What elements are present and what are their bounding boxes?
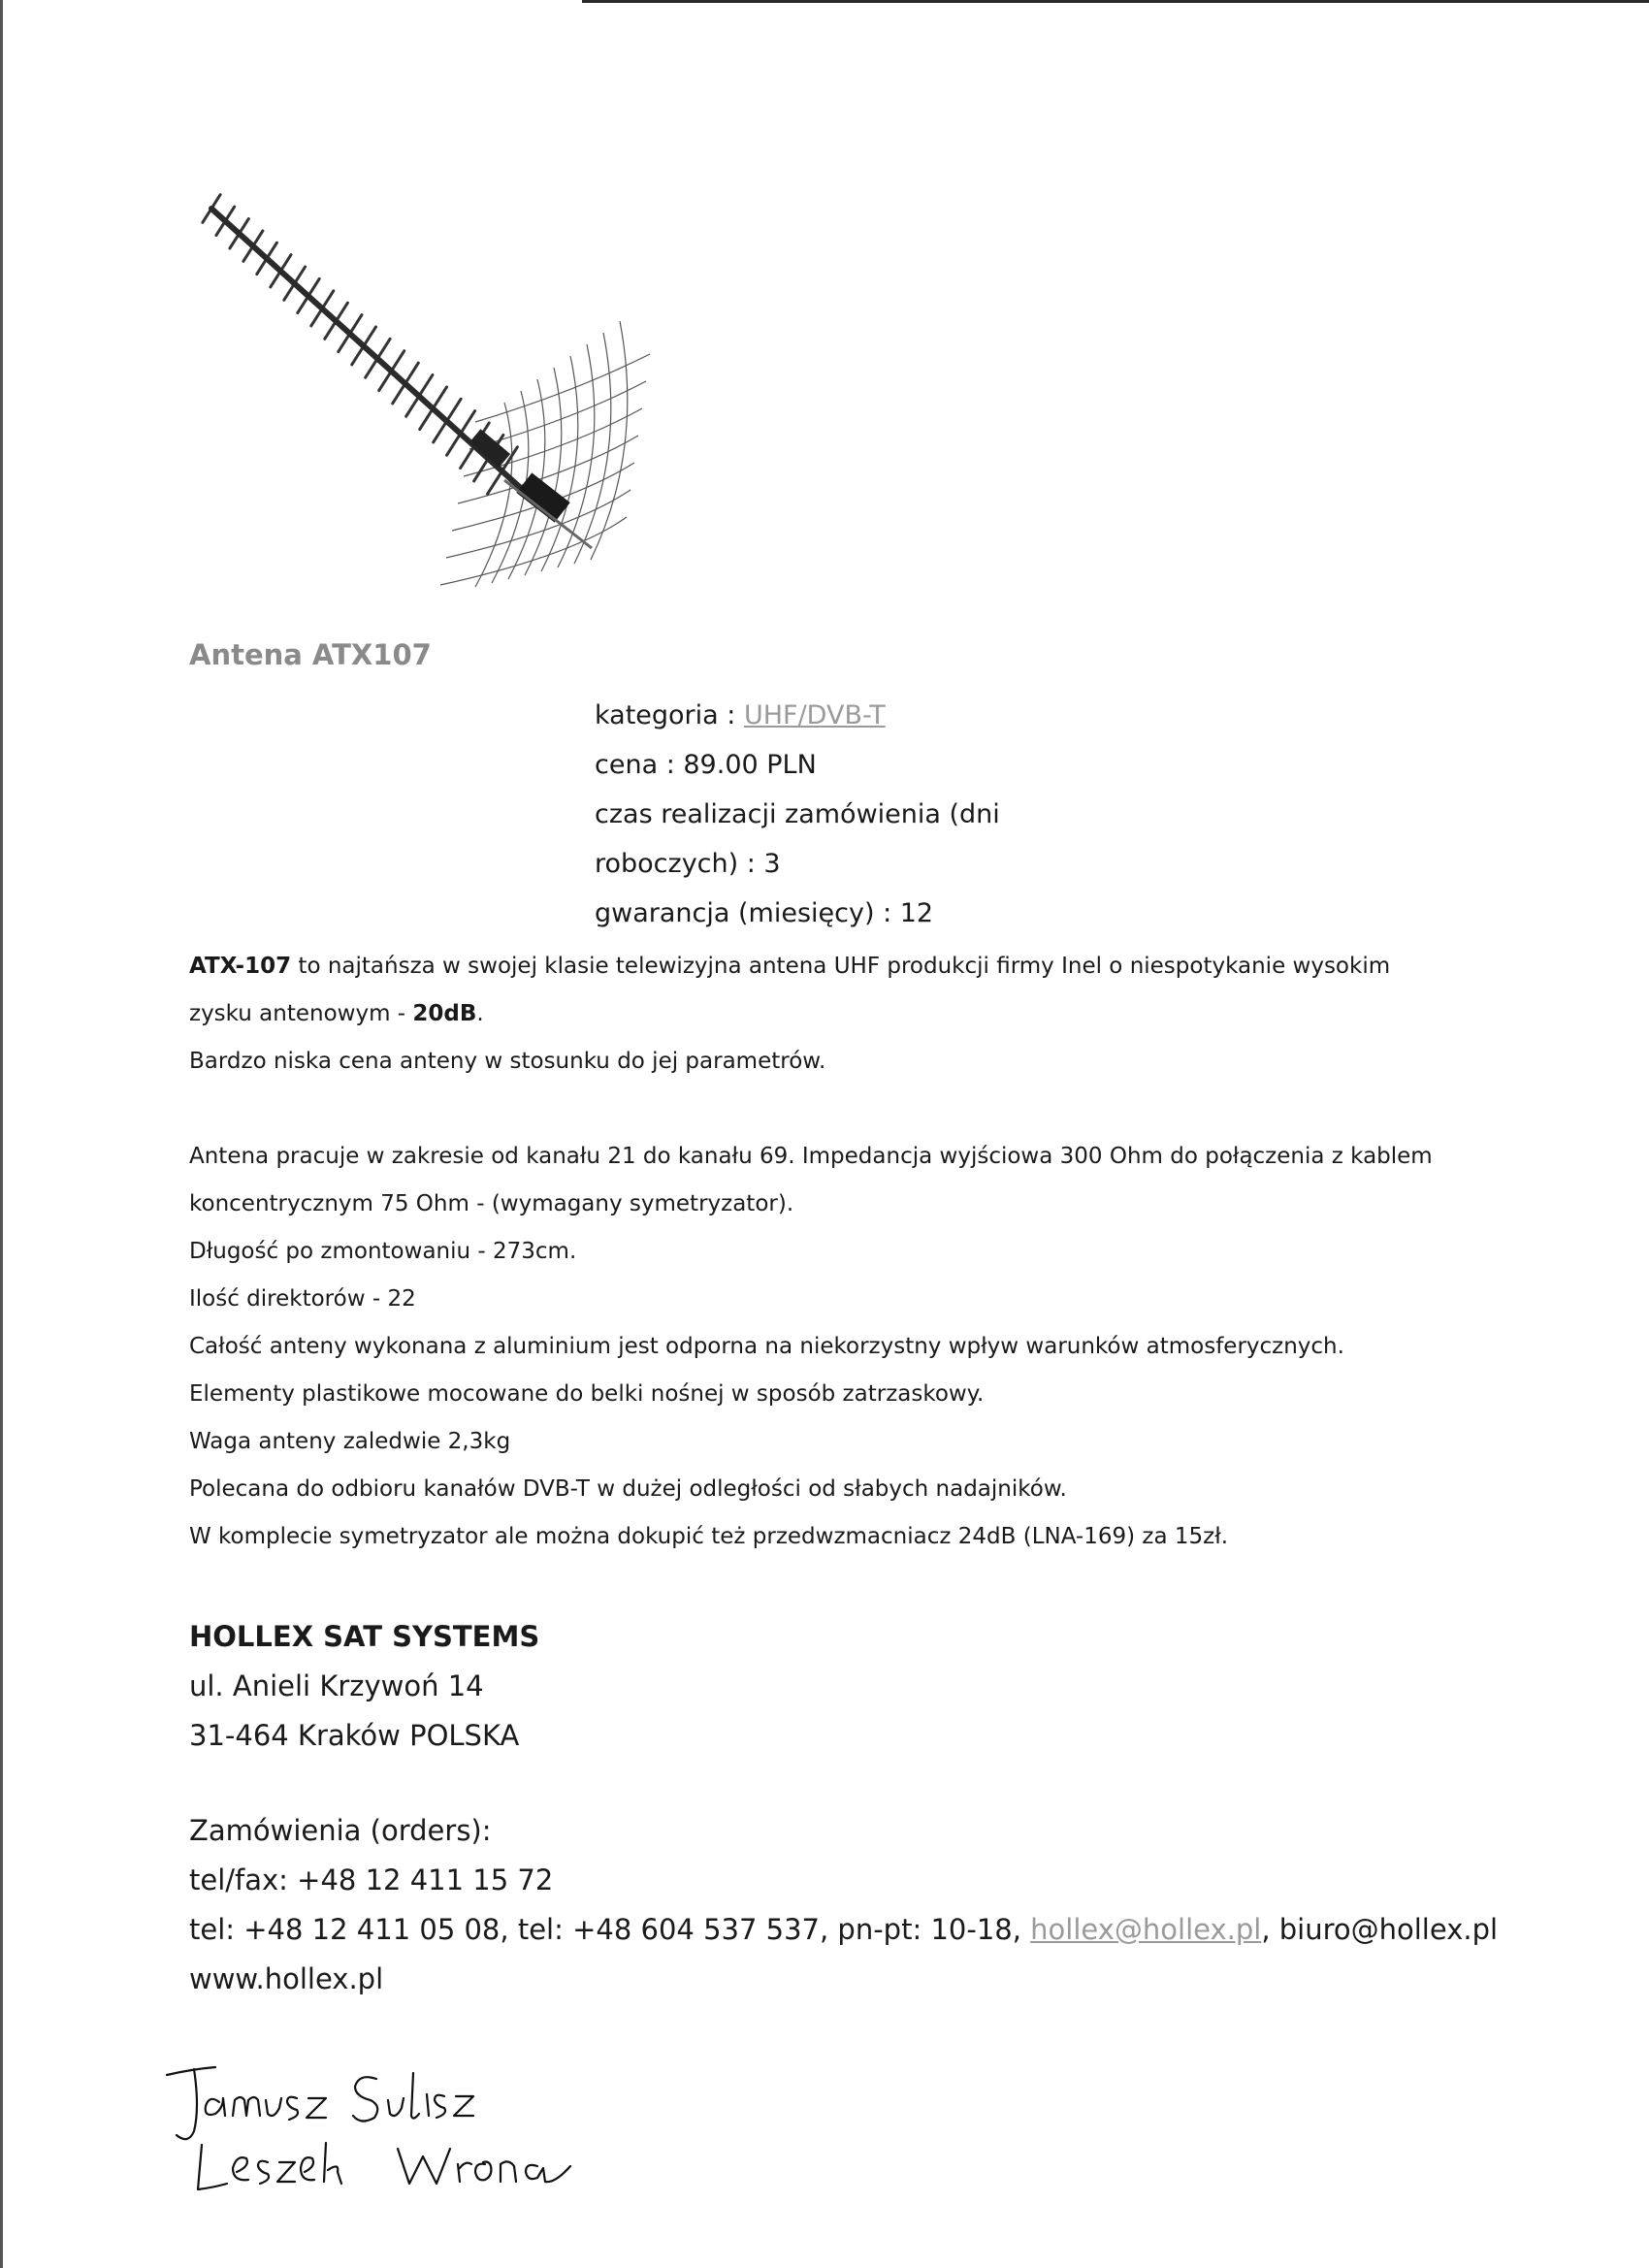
company-address	[189, 1612, 539, 1761]
company-street: ul. Anieli Krzywoń 14	[189, 1669, 484, 1702]
desc-line: Długość po zmontowaniu - 273cm.	[189, 1239, 577, 1264]
category-link[interactable]: UHF/DVB-T	[743, 700, 886, 730]
spec-lead-time: czas realizacji zamówienia (dni	[595, 799, 1000, 829]
desc-line: zysku antenowym - 20dB.	[189, 1001, 484, 1026]
company-name: HOLLEX SAT SYSTEMS	[189, 1620, 540, 1653]
scan-edge-left	[0, 0, 3, 2268]
website: www.hollex.pl	[189, 1962, 384, 1995]
company-city: 31-464 Kraków POLSKA	[189, 1719, 520, 1752]
spec-price: cena : 89.00 PLN	[595, 750, 817, 780]
paragraph-gap	[189, 1085, 1450, 1133]
product-specs	[595, 691, 1099, 938]
orders-heading: Zamówienia (orders):	[189, 1814, 492, 1847]
desc-line: Antena pracuje w zakresie od kanału 21 do kanału 69. Impedancja wyjściowa 300 Ohm do połączenia z kablem	[189, 1144, 1433, 1169]
desc-line: W komplecie symetryzator ale można dokupić też przedwzmacniacz 24dB (LNA-169) za 15zł.	[189, 1524, 1229, 1549]
product-title: Antena ATX107	[189, 638, 432, 671]
product-description	[189, 943, 1450, 1561]
antenna-image	[184, 179, 708, 645]
spec-warranty: gwarancja (miesięcy) : 12	[595, 898, 934, 928]
scan-edge-top	[582, 0, 1649, 3]
desc-line: Ilość direktorów - 22	[189, 1286, 416, 1312]
desc-line: Elementy plastikowe mocowane do belki nośnej w sposób zatrzaskowy.	[189, 1381, 985, 1407]
handwritten-signature	[155, 2052, 611, 2197]
tel-fax: tel/fax: +48 12 411 15 72	[189, 1863, 554, 1896]
spec-lead-time-cont: roboczych) : 3	[595, 849, 781, 879]
email-link[interactable]: hollex@hollex.pl	[1030, 1913, 1262, 1946]
phone-line: tel: +48 12 411 05 08, tel: +48 604 537 537, pn-pt: 10-18, hollex@hollex.pl, biuro@hollex.pl	[189, 1913, 1499, 1946]
desc-line: koncentrycznym 75 Ohm - (wymagany symetryzator).	[189, 1191, 794, 1216]
contact-block	[189, 1806, 1547, 2004]
desc-line: Całość anteny wykonana z aluminium jest odporna na niekorzystny wpływ warunków atmosferycznych.	[189, 1334, 1344, 1359]
desc-line: Waga anteny zaledwie 2,3kg	[189, 1429, 511, 1454]
desc-line: Bardzo niska cena anteny w stosunku do jej parametrów.	[189, 1049, 826, 1074]
email-biuro: biuro@hollex.pl	[1278, 1913, 1499, 1946]
desc-line: ATX-107 to najtańsza w swojej klasie telewizyjna antena UHF produkcji firmy Inel o niespotykanie wysokim	[189, 954, 1391, 979]
spec-category: kategoria : UHF/DVB-T	[595, 700, 886, 730]
desc-line: Polecana do odbioru kanałów DVB-T w dużej odległości od słabych nadajników.	[189, 1476, 1067, 1502]
